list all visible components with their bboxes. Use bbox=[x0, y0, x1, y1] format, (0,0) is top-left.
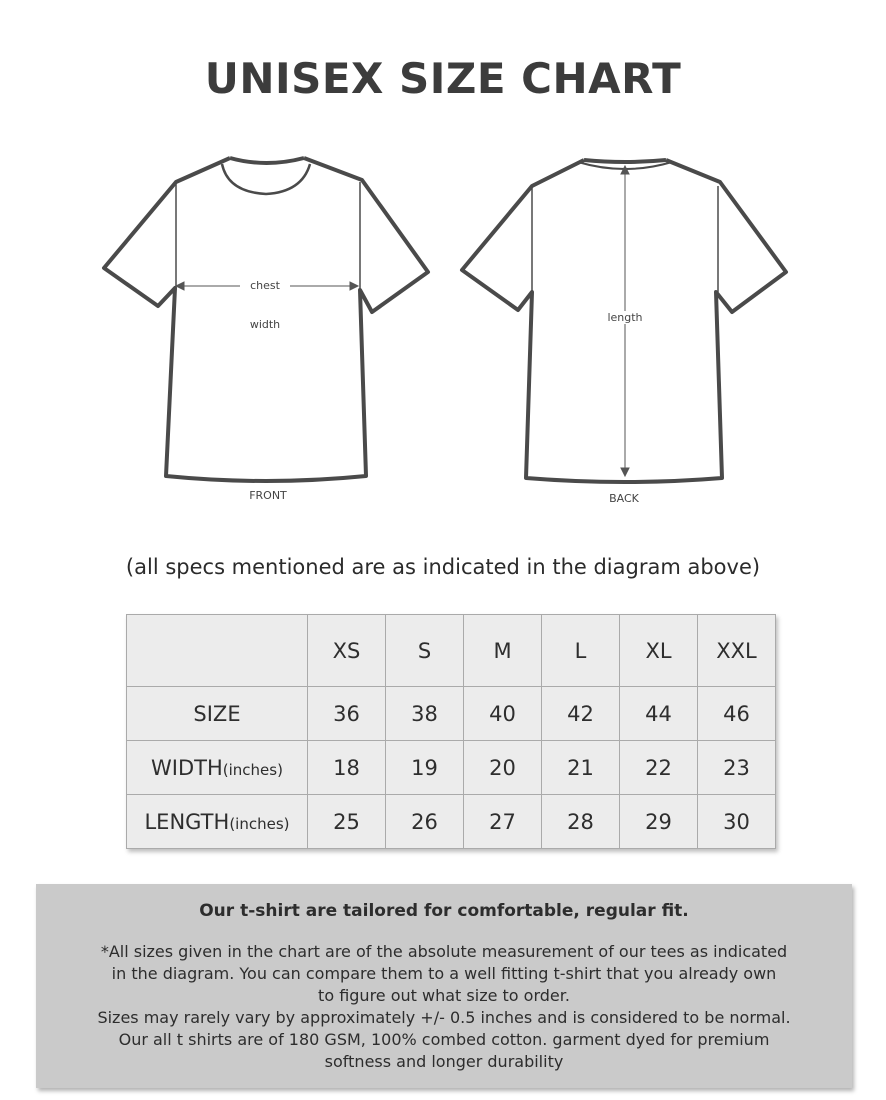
fit-info-line: Sizes may rarely vary by approximately +/- 0.5 inches and is considered to be normal. bbox=[97, 1008, 791, 1027]
tshirt-outlines bbox=[0, 140, 886, 520]
size-header-s: S bbox=[386, 615, 464, 687]
row-label-length: LENGTH(inches) bbox=[127, 795, 308, 849]
size-header-xl: XL bbox=[620, 615, 698, 687]
row-label-width: WIDTH(inches) bbox=[127, 741, 308, 795]
table-cell: 25 bbox=[308, 795, 386, 849]
table-row bbox=[127, 687, 776, 741]
tshirt-diagram bbox=[0, 140, 886, 520]
table-cell: 22 bbox=[620, 741, 698, 795]
table-cell: 23 bbox=[698, 741, 776, 795]
table-cell: 19 bbox=[386, 741, 464, 795]
size-header-l: L bbox=[542, 615, 620, 687]
fit-info-line: *All sizes given in the chart are of the absolute measurement of our tees as indicated bbox=[100, 942, 788, 961]
table-header-row bbox=[127, 615, 776, 687]
spec-note: (all specs mentioned are as indicated in the diagram above) bbox=[125, 555, 761, 579]
table-cell: 26 bbox=[386, 795, 464, 849]
table-cell: 40 bbox=[464, 687, 542, 741]
fit-info-body bbox=[74, 941, 814, 1073]
table-cell: 46 bbox=[698, 687, 776, 741]
table-cell: 28 bbox=[542, 795, 620, 849]
back-label: BACK bbox=[609, 492, 639, 505]
table-cell: 21 bbox=[542, 741, 620, 795]
table-cell: 38 bbox=[386, 687, 464, 741]
table-corner-cell bbox=[127, 615, 308, 687]
table-cell: 18 bbox=[308, 741, 386, 795]
length-label: length bbox=[600, 311, 650, 324]
row-label-size: SIZE bbox=[127, 687, 308, 741]
fit-info-box bbox=[36, 884, 852, 1088]
chest-label: chest bbox=[240, 279, 290, 292]
fit-info-heading: Our t-shirt are tailored for comfortable, regular fit. bbox=[199, 901, 689, 921]
size-table bbox=[126, 614, 776, 849]
page-title: UNISEX SIZE CHART bbox=[204, 54, 682, 103]
table-cell: 29 bbox=[620, 795, 698, 849]
table-cell: 44 bbox=[620, 687, 698, 741]
size-header-m: M bbox=[464, 615, 542, 687]
fit-info-line: in the diagram. You can compare them to a well fitting t-shirt that you already own bbox=[111, 964, 777, 983]
front-label: FRONT bbox=[249, 489, 287, 502]
width-label: width bbox=[249, 318, 281, 331]
size-header-xs: XS bbox=[308, 615, 386, 687]
table-row bbox=[127, 741, 776, 795]
table-cell: 20 bbox=[464, 741, 542, 795]
size-header-xxl: XXL bbox=[698, 615, 776, 687]
table-cell: 30 bbox=[698, 795, 776, 849]
table-cell: 36 bbox=[308, 687, 386, 741]
table-row bbox=[127, 795, 776, 849]
table-cell: 42 bbox=[542, 687, 620, 741]
fit-info-line: to figure out what size to order. bbox=[318, 986, 570, 1005]
fit-info-line: softness and longer durability bbox=[324, 1052, 564, 1071]
fit-info-line: Our all t shirts are of 180 GSM, 100% combed cotton. garment dyed for premium bbox=[118, 1030, 770, 1049]
table-cell: 27 bbox=[464, 795, 542, 849]
